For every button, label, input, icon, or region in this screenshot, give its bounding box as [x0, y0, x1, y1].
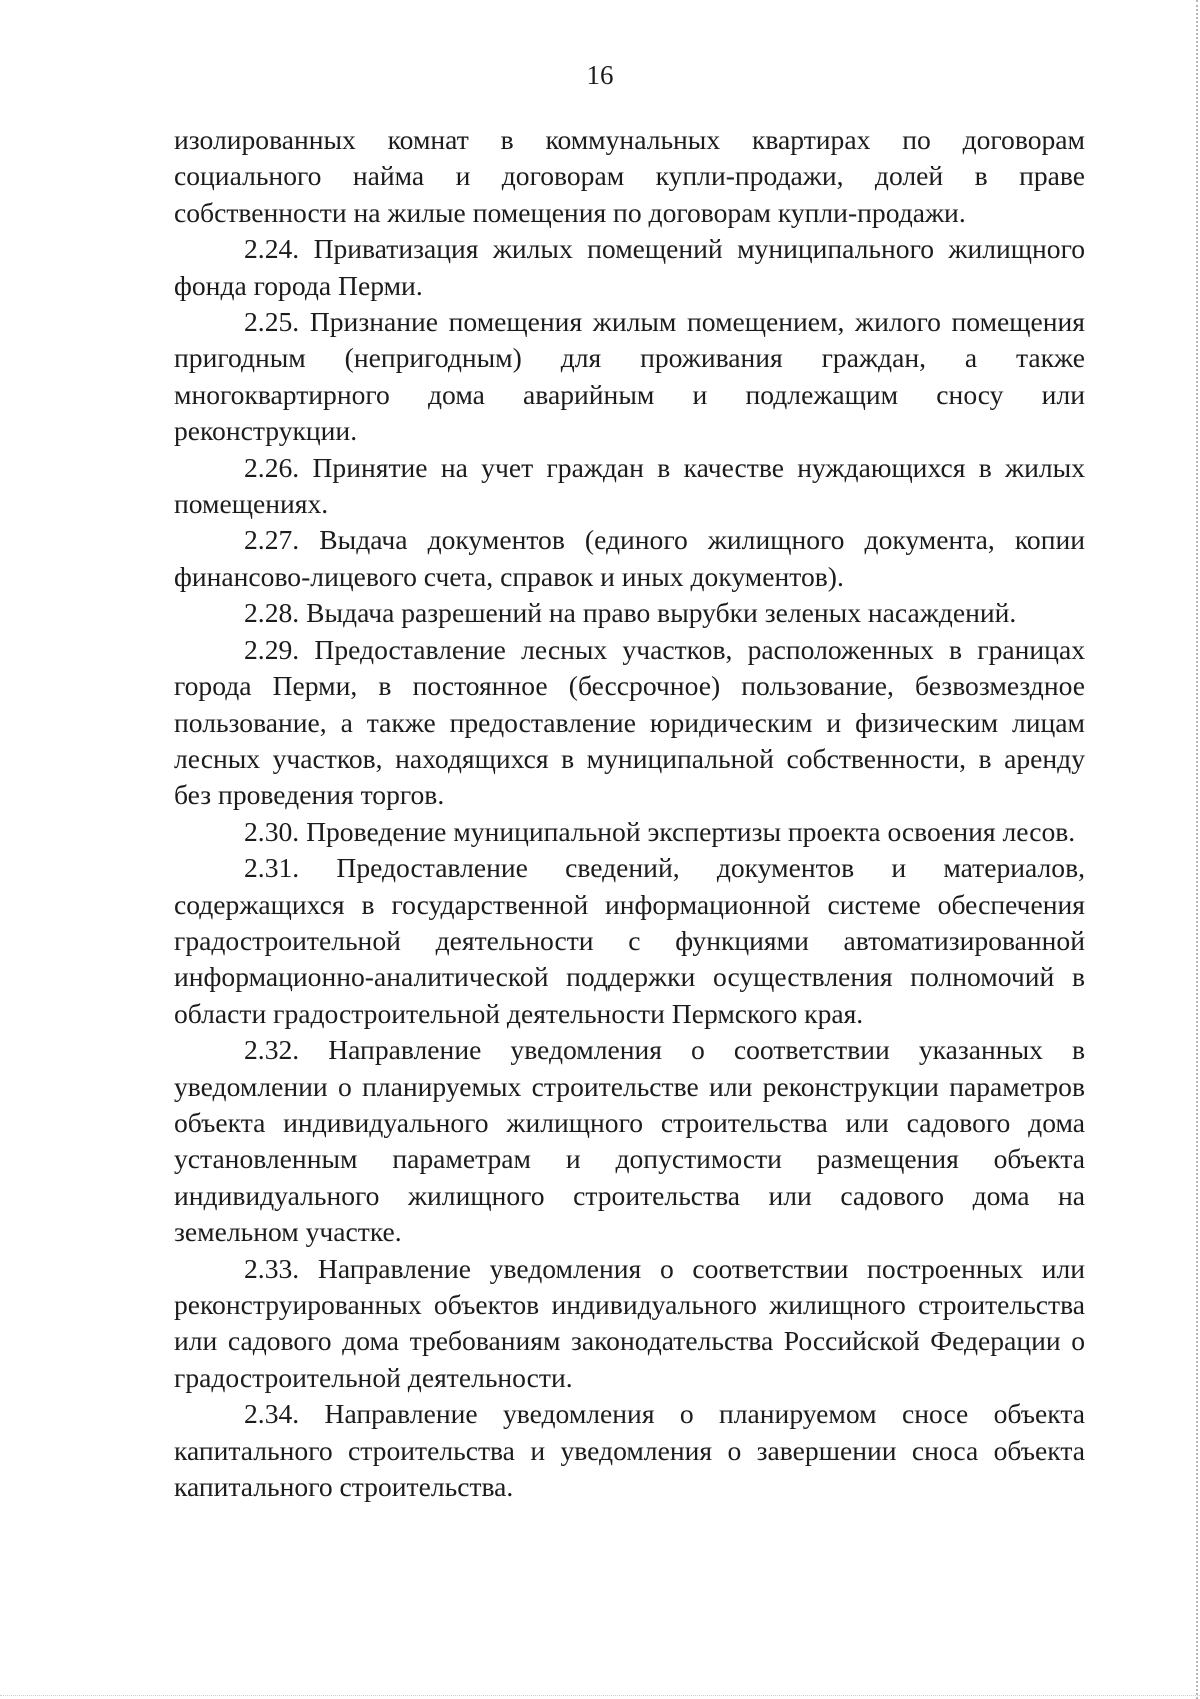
paragraph-2-33: 2.33. Направление уведомления о соответствии построенных или реконструированных объектов индивидуального жилищного строительства или садового дома требованиям законодательства Российской Федерации о градостроительной деятельности. [174, 1252, 1085, 1393]
scan-edge-bottom [0, 1695, 1200, 1697]
scan-edge-right [1196, 0, 1200, 1699]
paragraph-continuation: изолированных комнат в коммунальных квартирах по договорам социального найма и договорам купли-продажи, долей в праве собственности на жилые помещения по договорам купли-продажи. [174, 124, 1085, 228]
paragraph-2-25: 2.25. Признание помещения жилым помещением, жилого помещения пригодным (непригодным) для проживания граждан, а также многоквартирного дома аварийным и подлежащим сносу или реконструкции. [174, 306, 1085, 447]
paragraph-2-30: 2.30. Проведение муниципальной экспертизы проекта освоения лесов. [244, 815, 1076, 847]
page-number: 16 [586, 60, 614, 90]
paragraph-2-26: 2.26. Принятие на учет граждан в качестве нуждающихся в жилых помещениях. [174, 451, 1085, 520]
paragraph-2-34: 2.34. Направление уведомления о планируемом сносе объекта капитального строительства и уведомления о завершении сноса объекта капитального строительства. [174, 1398, 1085, 1503]
paragraph-2-32: 2.32. Направление уведомления о соответствии указанных в уведомлении о планируемых строительстве или реконструкции параметров объекта индивидуального жилищного строительства или садового дома установленным параметрам и допустимости размещения объекта индивидуального жилищного строительства или садового дома на земельном участке. [174, 1034, 1085, 1248]
document-body [174, 122, 1085, 1505]
paragraph-2-31: 2.31. Предоставление сведений, документов и материалов, содержащихся в государственной информационной системе обеспечения градостроительной деятельности с функциями автоматизированной информационно-аналитической поддержки осуществления полномочий в области градостроительной деятельности Пермского края. [174, 852, 1085, 1029]
paragraph-2-27: 2.27. Выдача документов (единого жилищного документа, копии финансово-лицевого счета, справок и иных документов). [174, 524, 1085, 592]
paragraph-2-24: 2.24. Приватизация жилых помещений муниципального жилищного фонда города Перми. [174, 233, 1085, 301]
paragraph-2-29: 2.29. Предоставление лесных участков, расположенных в границах города Перми, в постоянное (бессрочное) пользование, безвозмездное пользование, а также предоставление юридическим и физическим лицам лесных участков, находящихся в муниципальной собственности, в аренду без проведения торгов. [174, 633, 1085, 811]
paragraph-2-28: 2.28. Выдача разрешений на право вырубки зеленых насаждений. [244, 597, 1017, 629]
